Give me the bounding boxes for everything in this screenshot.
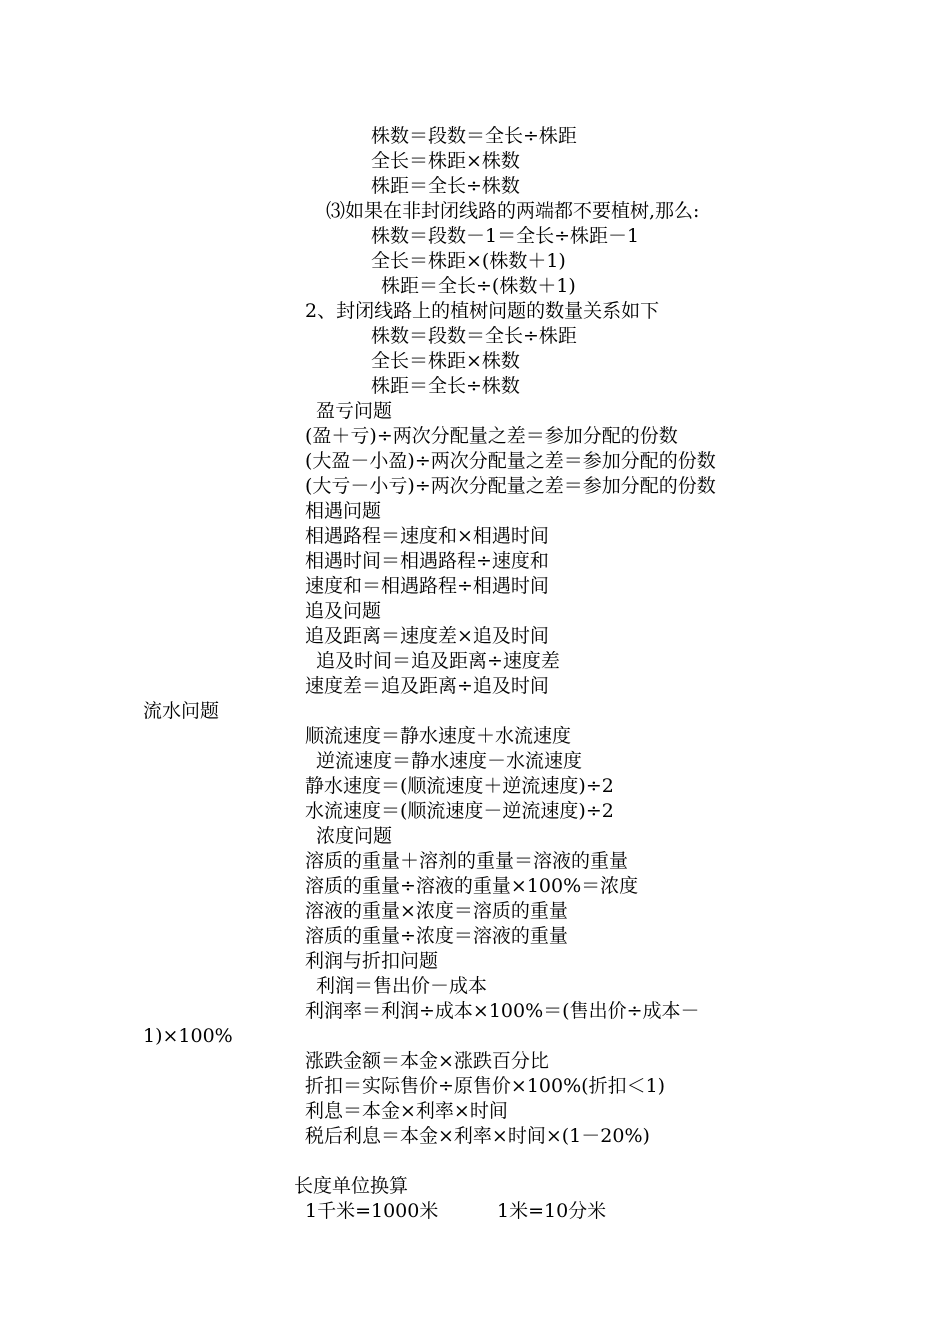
text-line: 1千米=1000米 [305, 1200, 439, 1222]
text-line: 株距＝全长÷株数 [371, 375, 520, 397]
text-line: 溶质的重量÷溶液的重量×100%＝浓度 [305, 875, 639, 897]
section-heading: 追及问题 [305, 600, 382, 622]
text-line: 追及距离＝速度差×追及时间 [305, 625, 549, 647]
text-line: 株数＝段数－1＝全长÷株距－1 [371, 225, 640, 247]
text-line: (盈＋亏)÷两次分配量之差＝参加分配的份数 [305, 425, 678, 447]
text-line: ⑶如果在非封闭线路的两端都不要植树,那么: [326, 200, 700, 222]
text-line: (大盈－小盈)÷两次分配量之差＝参加分配的份数 [305, 450, 716, 472]
text-line: 静水速度＝(顺流速度＋逆流速度)÷2 [305, 775, 614, 797]
text-line: 2、封闭线路上的植树问题的数量关系如下 [305, 300, 660, 322]
section-heading: 利润与折扣问题 [305, 950, 439, 972]
text-line: 全长＝株距×株数 [371, 150, 520, 172]
text-line: 相遇路程＝速度和×相遇时间 [305, 525, 549, 547]
text-line: 折扣＝实际售价÷原售价×100%(折扣＜1) [305, 1075, 666, 1097]
text-line: 追及时间＝追及距离÷速度差 [316, 650, 560, 672]
text-line: 溶质的重量÷浓度＝溶液的重量 [305, 925, 568, 947]
text-line: 株数＝段数＝全长÷株距 [371, 125, 577, 147]
section-heading: 流水问题 [143, 700, 220, 722]
text-line: 全长＝株距×株数 [371, 350, 520, 372]
text-line: 1)×100% [143, 1025, 233, 1047]
section-heading: 盈亏问题 [316, 400, 393, 422]
text-line: 溶液的重量×浓度＝溶质的重量 [305, 900, 568, 922]
text-line: 速度和＝相遇路程÷相遇时间 [305, 575, 549, 597]
text-line: 溶质的重量＋溶剂的重量＝溶液的重量 [305, 850, 629, 872]
text-line: 税后利息＝本金×利率×时间×(1－20%) [305, 1125, 650, 1147]
text-line: 相遇时间＝相遇路程÷速度和 [305, 550, 549, 572]
text-line: 利润率＝利润÷成本×100%＝(售出价÷成本－ [305, 1000, 700, 1022]
text-line: 逆流速度＝静水速度－水流速度 [316, 750, 583, 772]
text-line: 利润＝售出价－成本 [316, 975, 488, 997]
text-line: (大亏－小亏)÷两次分配量之差＝参加分配的份数 [305, 475, 716, 497]
text-line: 株数＝段数＝全长÷株距 [371, 325, 577, 347]
section-heading: 相遇问题 [305, 500, 382, 522]
section-heading: 长度单位换算 [294, 1175, 409, 1197]
text-line: 利息＝本金×利率×时间 [305, 1100, 508, 1122]
text-line: 速度差＝追及距离÷追及时间 [305, 675, 549, 697]
section-heading: 浓度问题 [316, 825, 393, 847]
text-line: 全长＝株距×(株数＋1) [371, 250, 566, 272]
text-line: 水流速度＝(顺流速度－逆流速度)÷2 [305, 800, 614, 822]
text-line: 株距＝全长÷株数 [371, 175, 520, 197]
text-line: 涨跌金额＝本金×涨跌百分比 [305, 1050, 549, 1072]
text-line: 株距＝全长÷(株数＋1) [381, 275, 576, 297]
text-line: 顺流速度＝静水速度＋水流速度 [305, 725, 572, 747]
text-line: 1米=10分米 [497, 1200, 607, 1222]
